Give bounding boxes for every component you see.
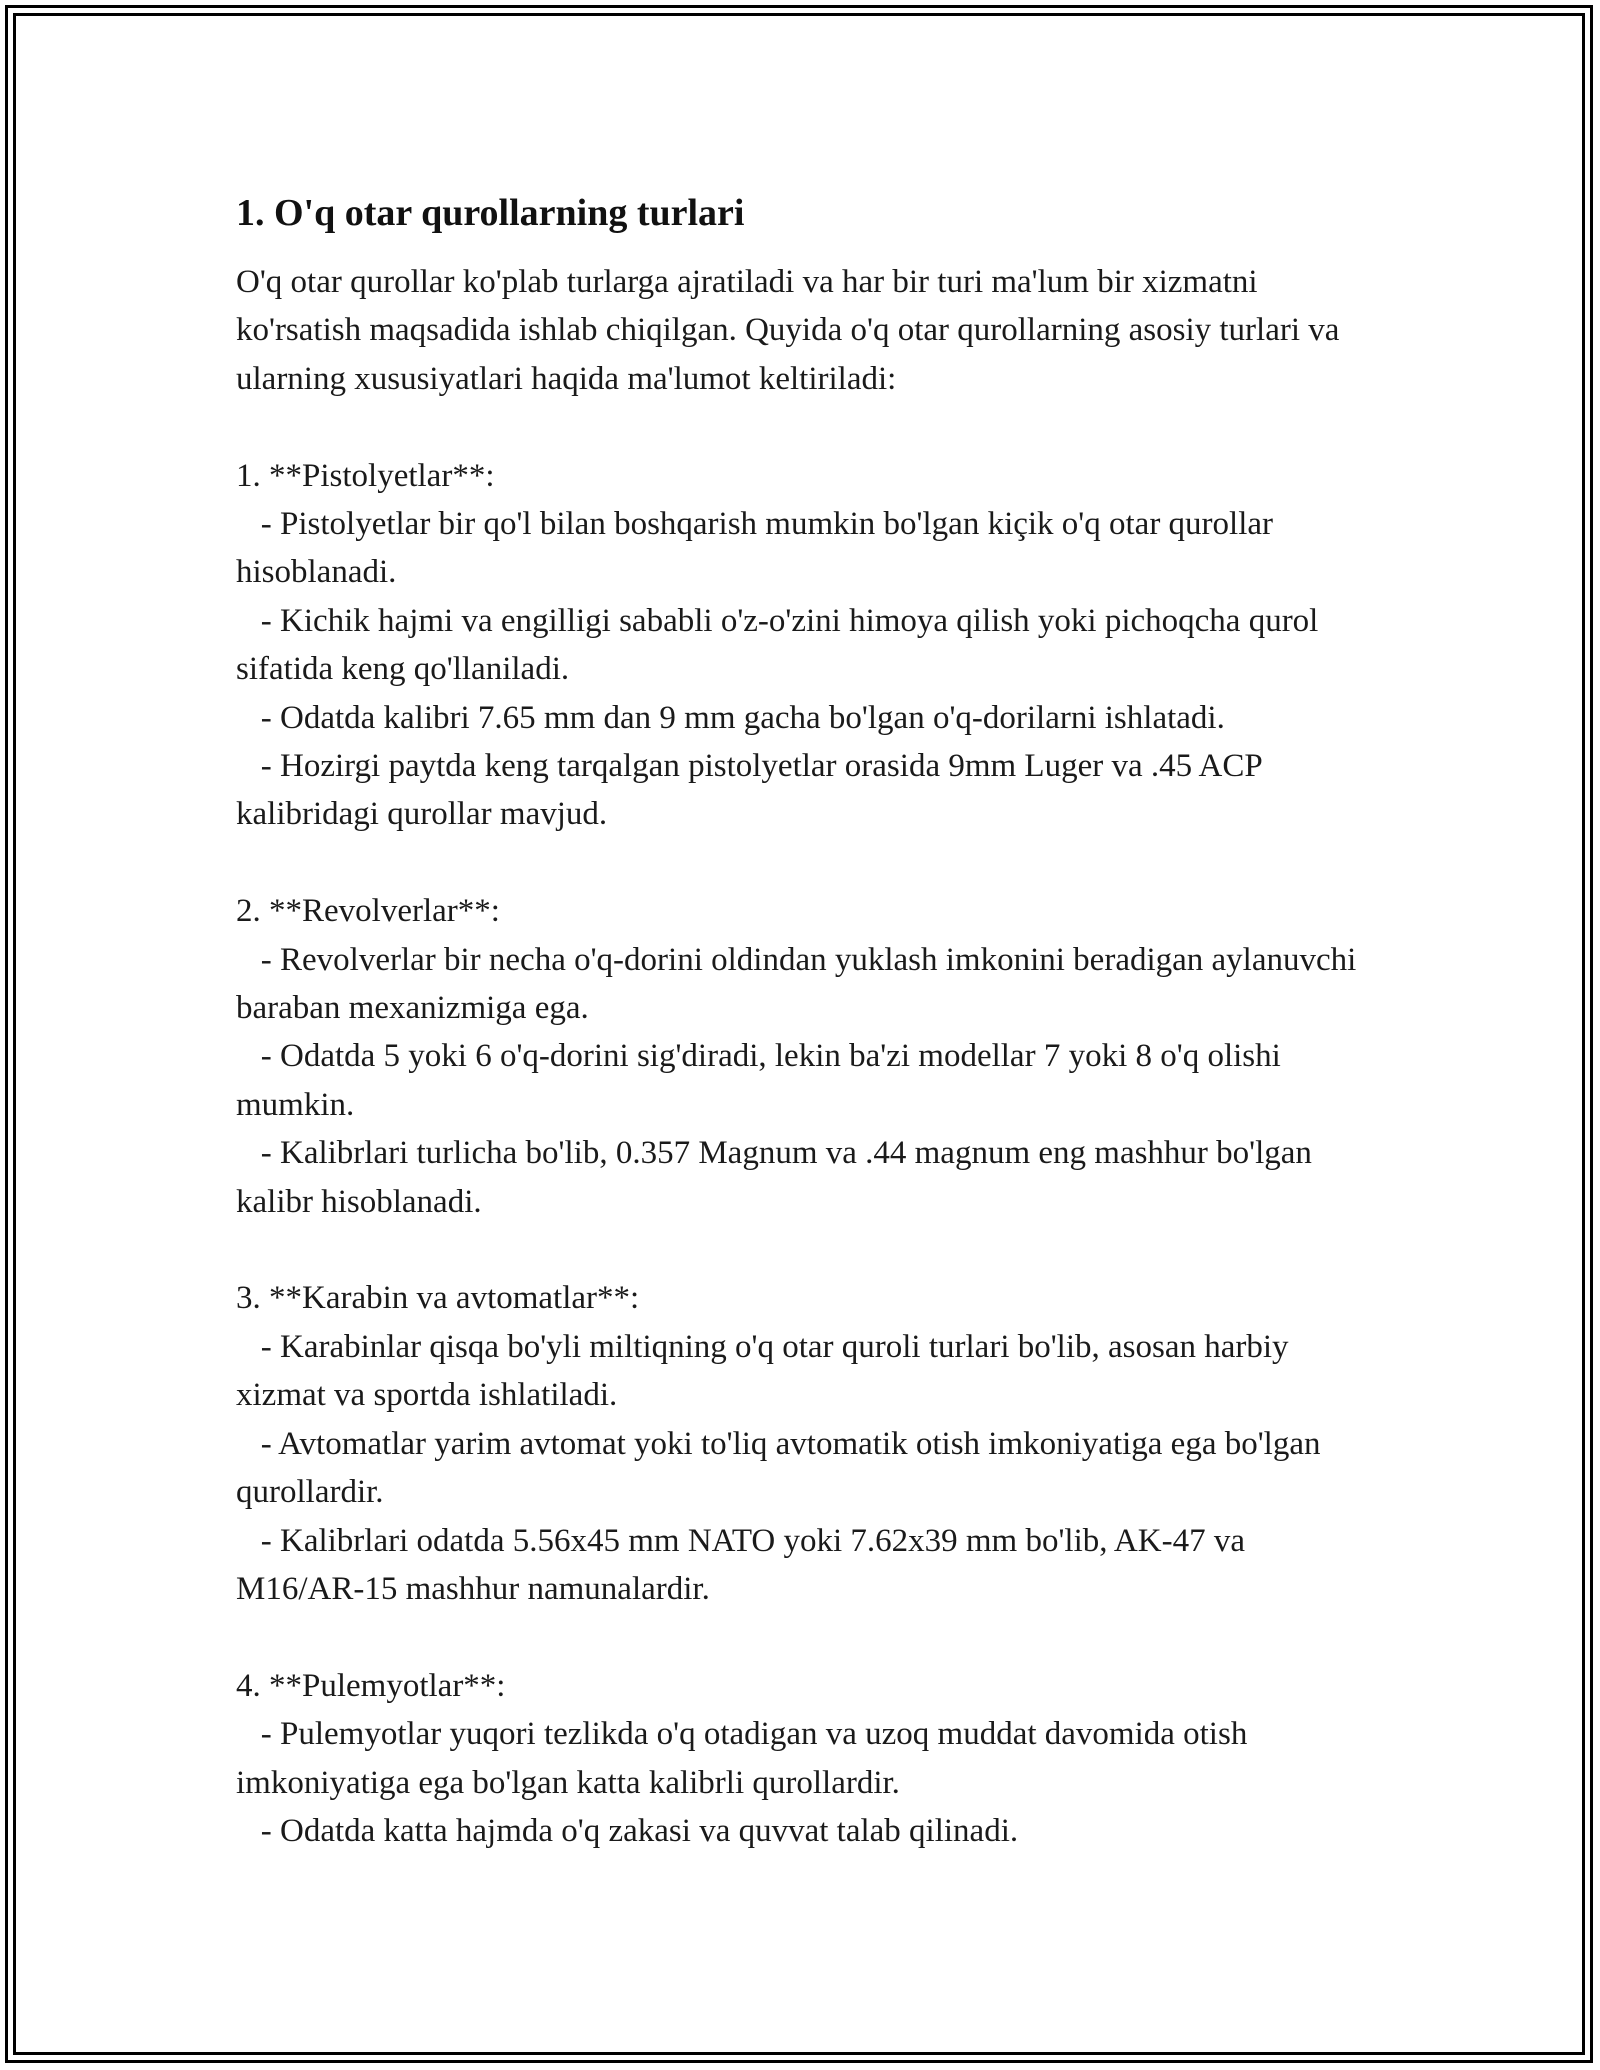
list-item-bullet: - Odatda katta hajmda o'q zakasi va quvvat talab qilinadi. xyxy=(236,1812,1019,1849)
section-heading: 1. O'q otar qurollarning turlari xyxy=(236,192,745,234)
list-item-bullet: - Revolverlar bir necha o'q-dorini oldindan yuklash imkonini beradigan aylanuvchi baraban mexanizmiga ega. xyxy=(236,941,1365,1027)
spacer xyxy=(236,403,1376,451)
list-item-bullet: - Kalibrlari turlicha bo'lib, 0.357 Magnum va .44 magnum eng mashhur bo'lgan kalibr hisoblanadi. xyxy=(236,1135,1321,1220)
list-item-bullet: - Avtomatlar yarim avtomat yoki to'liq avtomatik otish imkoniyatiga ega bo'lgan qurollardir. xyxy=(236,1425,1329,1511)
intro-paragraph: O'q otar qurollar ko'plab turlarga ajratiladi va har bir turi ma'lum bir xizmatni ko'rsatish maqsadida ishlab chiqilgan. Quyida o'q otar qurollarning asosiy turlari va ularning xususiyatlari haqida ma'lumot keltiriladi: xyxy=(236,264,1348,397)
spacer xyxy=(236,839,1376,887)
list-item-bullet: - Pulemyotlar yuqori tezlikda o'q otadigan va uzoq muddat davomida otish imkoniyatiga ega bo'lgan katta kalibrli qurollardir. xyxy=(236,1716,1256,1801)
list-item-bullet: - Karabinlar qisqa bo'yli miltiqning o'q otar quroli turlari bo'lib, asosan harbiy xizmat va sportda ishlatiladi. xyxy=(236,1328,1297,1414)
list-item-title: 3. **Karabin va avtomatlar**: xyxy=(236,1280,640,1317)
list-item-bullet: - Pistolyetlar bir qo'l bilan boshqarish mumkin bo'lgan kiçik o'q otar qurollar hisoblanadi. xyxy=(236,506,1282,591)
document-body xyxy=(236,186,1376,1855)
list-item-title: 2. **Revolverlar**: xyxy=(236,893,500,930)
spacer xyxy=(236,1226,1376,1274)
list-item-title: 1. **Pistolyetlar**: xyxy=(236,457,495,494)
list-item-title: 4. **Pulemyotlar**: xyxy=(236,1667,506,1704)
spacer xyxy=(236,1613,1376,1661)
list-item-bullet: - Hozirgi paytda keng tarqalgan pistolyetlar orasida 9mm Luger va .45 ACP kalibridagi qurollar mavjud. xyxy=(236,748,1270,833)
list-item-bullet: - Odatda kalibri 7.65 mm dan 9 mm gacha bo'lgan o'q-dorilarni ishlatadi. xyxy=(236,699,1225,736)
list-item-bullet: - Kalibrlari odatda 5.56x45 mm NATO yoki 7.62x39 mm bo'lib, AK-47 va M16/AR-15 mashhur namunalardir. xyxy=(236,1522,1254,1607)
list-item-bullet: - Odatda 5 yoki 6 o'q-dorini sig'diradi, lekin ba'zi modellar 7 yoki 8 o'q olishi mumkin. xyxy=(236,1038,1290,1123)
list-item-bullet: - Kichik hajmi va engilligi sababli o'z-o'zini himoya qilish yoki pichoqcha qurol sifatida keng qo'llaniladi. xyxy=(236,602,1327,688)
